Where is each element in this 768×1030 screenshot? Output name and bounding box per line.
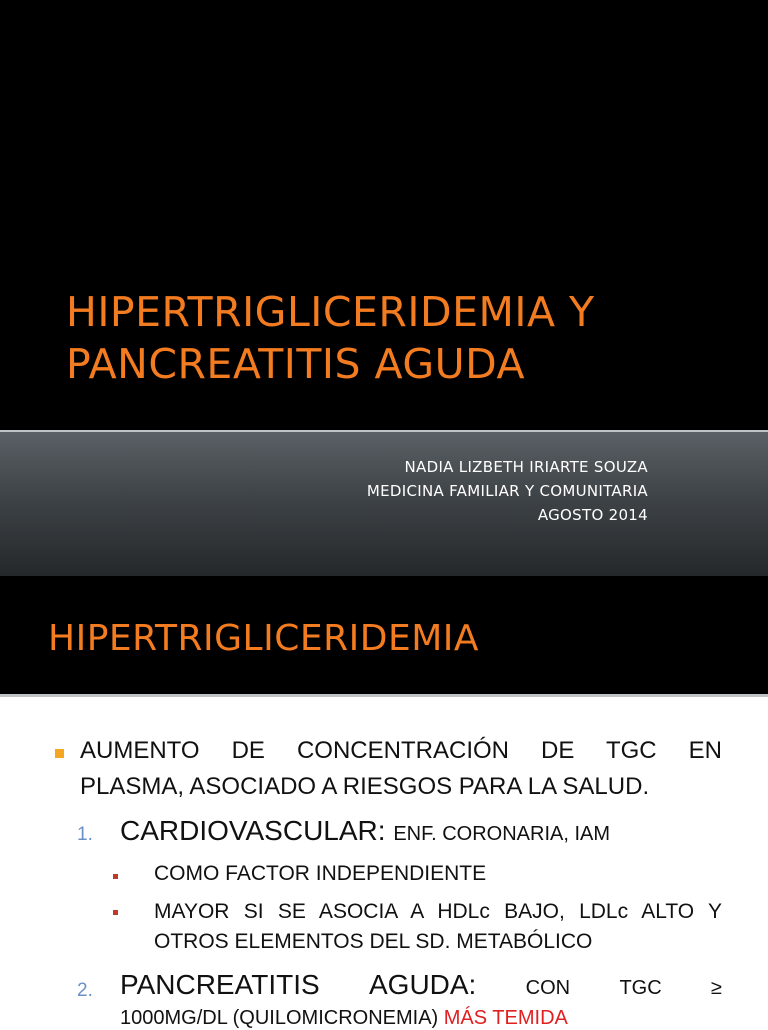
content-slide bbox=[0, 576, 768, 1029]
subitem: COMO FACTOR INDEPENDIENTE bbox=[154, 862, 487, 885]
item-detail: ≥ bbox=[711, 977, 722, 999]
title-line-2: PANCREATITIS AGUDA bbox=[66, 340, 526, 388]
main-bullet-line-1: AUMENTO DE CONCENTRACIÓN DE TGC EN bbox=[80, 737, 722, 764]
sub-bullet-icon bbox=[113, 910, 118, 915]
item-heading: PANCREATITIS bbox=[120, 969, 320, 1000]
item-heading: AGUDA: bbox=[368, 969, 477, 1000]
subitem: MAYOR SI SE ASOCIA A HDLc BAJO, LDLc ALTO Y bbox=[154, 900, 722, 923]
sub-bullet-icon bbox=[113, 874, 118, 879]
highlight-text: MÁS TEMIDA bbox=[443, 1007, 568, 1029]
main-bullet-line-2: PLASMA, ASOCIADO A RIESGOS PARA LA SALUD. bbox=[80, 773, 650, 800]
item-detail: ENF. CORONARIA, IAM bbox=[393, 823, 611, 845]
slide-title bbox=[66, 286, 746, 390]
list-item-heading bbox=[120, 969, 722, 1001]
slide-header bbox=[0, 576, 768, 697]
list-item-heading bbox=[120, 815, 610, 847]
item-continuation bbox=[120, 1007, 568, 1030]
author-name: NADIA LIZBETH IRIARTE SOUZA bbox=[404, 458, 648, 476]
list-number: 1. bbox=[77, 824, 93, 845]
slide-title: HIPERTRIGLICERIDEMIA bbox=[48, 618, 480, 659]
item-detail: TGC bbox=[619, 977, 662, 999]
bullet-square-icon bbox=[55, 749, 64, 758]
date: AGOSTO 2014 bbox=[537, 506, 648, 524]
continuation-text: 1000MG/DL (QUILOMICRONEMIA) bbox=[120, 1007, 439, 1029]
title-line-1: HIPERTRIGLICERIDEMIA Y bbox=[66, 288, 595, 336]
subitem-continuation: OTROS ELEMENTOS DEL SD. METABÓLICO bbox=[154, 930, 593, 953]
list-number: 2. bbox=[77, 980, 93, 1001]
slide-body bbox=[0, 697, 768, 1029]
item-heading: CARDIOVASCULAR: bbox=[120, 815, 386, 846]
item-detail: CON bbox=[525, 977, 571, 999]
subtitle-band bbox=[0, 430, 768, 578]
specialty: MEDICINA FAMILIAR Y COMUNITARIA bbox=[366, 482, 648, 500]
